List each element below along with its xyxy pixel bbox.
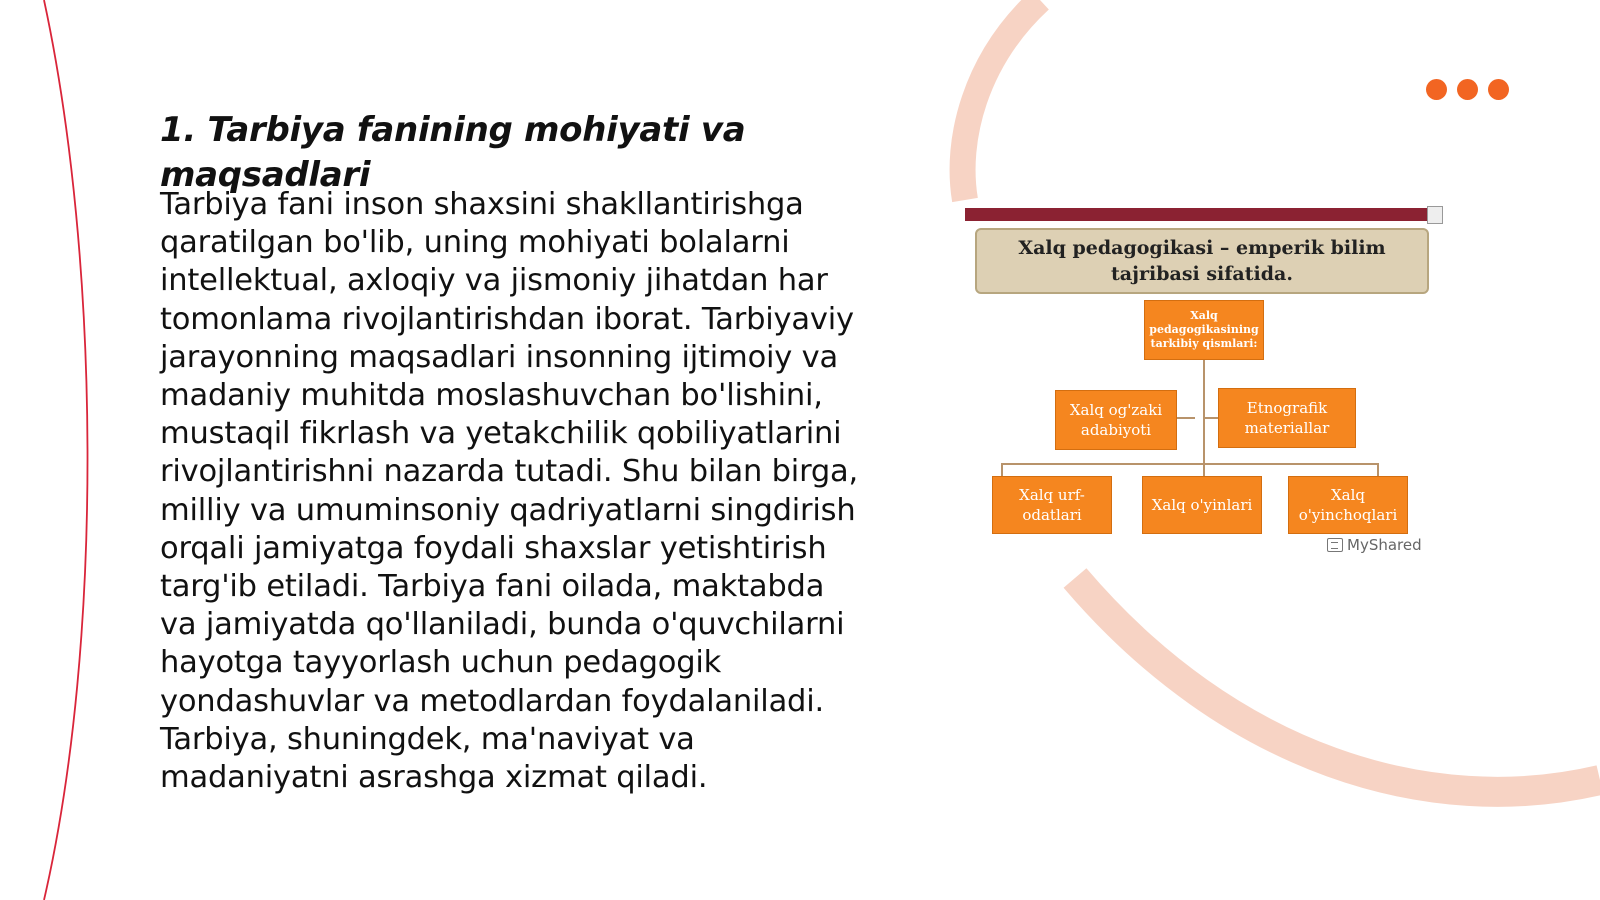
- diagram-root-box: Xalq pedagogikasining tarkibiy qismlari:: [1144, 300, 1264, 360]
- dot-icon: [1426, 79, 1447, 100]
- diagram-top-bar-end: [1427, 206, 1443, 224]
- dot-icon: [1457, 79, 1478, 100]
- diagram-box-ethnographic: Etnografik materiallar: [1218, 388, 1356, 448]
- diagram-box-toys: Xalq o'yinchoqlari: [1288, 476, 1408, 534]
- connector-line: [1001, 463, 1379, 465]
- diagram-top-bar: [965, 208, 1442, 221]
- org-diagram-image: [965, 206, 1443, 561]
- diagram-box-customs: Xalq urf-odatlari: [992, 476, 1112, 534]
- connector-line: [1001, 463, 1003, 477]
- slide-title: 1. Tarbiya fanining mohiyati va maqsadlari: [160, 110, 746, 195]
- peach-ring-upper: [963, 0, 1040, 200]
- peach-ring-lower: [1075, 578, 1600, 792]
- watermark-text: MyShared: [1347, 536, 1422, 554]
- diagram-box-games: Xalq o'yinlari: [1142, 476, 1262, 534]
- diagram-heading: Xalq pedagogikasi – emperik bilim tajribasi sifatida.: [975, 228, 1429, 294]
- myshared-logo-icon: [1327, 538, 1343, 552]
- connector-line: [1203, 360, 1205, 478]
- dot-icon: [1488, 79, 1509, 100]
- slide-body-text: Tarbiya fani inson shaxsini shakllantirishga qaratilgan bo'lib, uning mohiyati bolalarni intellektual, axloqiy va jismoniy jihatdan har tomonlama rivojlantirishdan iborat. Tarbiyaviy jarayonning maqsadlari insonning ijtimoiy va madaniy muhitda moslashuvchan bo'lishini, mustaqil fikrlash va yetakchilik qobiliyatlarini rivojlantirishni nazarda tutadi. Shu bilan birga, milliy va umuminsoniy qadriyatlarni singdirish orqali jamiyatga foydali shaxslar yetishtirish targ'ib etiladi. Tarbiya fani oilada, maktabda va jamiyatda qo'llaniladi, bunda o'quvchilarni hayotga tayyorlash uchun pedagogik yondashuvlar va metodlardan foydalaniladi. Tarbiya, shuningdek, ma'naviyat va madaniyatni asrashga xizmat qiladi.: [160, 187, 859, 796]
- diagram-box-oral-literature: Xalq og'zaki adabiyoti: [1055, 390, 1177, 450]
- decorative-dots: [1426, 79, 1509, 100]
- watermark: [1327, 536, 1422, 554]
- connector-line: [1377, 463, 1379, 477]
- left-red-arc: [44, 0, 88, 900]
